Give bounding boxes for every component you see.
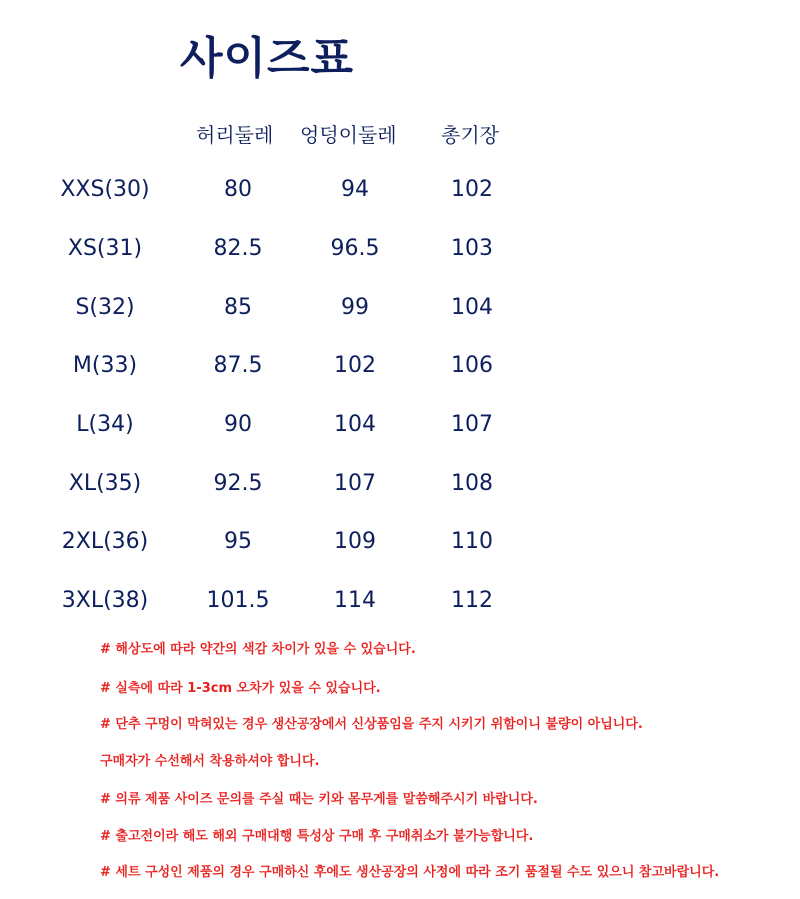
note-line: # 출고전이라 해도 해외 구매대행 특성상 구매 후 구매취소가 불가능합니다. (100, 829, 534, 844)
length-value: 102 (451, 177, 493, 202)
length-value: 112 (451, 588, 493, 613)
hip-value: 114 (334, 588, 376, 613)
table-row (0, 348, 800, 384)
waist-value: 95 (224, 529, 252, 554)
length-value: 103 (451, 236, 493, 261)
note-line: 구매자가 수선해서 착용하셔야 합니다. (100, 754, 320, 769)
note-line: # 실측에 따라 1-3cm 오차가 있을 수 있습니다. (100, 681, 381, 696)
page-title: 사이즈표 (180, 33, 355, 84)
length-value: 104 (451, 295, 493, 320)
waist-value: 80 (224, 177, 252, 202)
hip-value: 99 (341, 295, 369, 320)
length-value: 106 (451, 353, 493, 378)
table-row (0, 290, 800, 326)
waist-value: 101.5 (206, 588, 270, 613)
size-label: M(33) (72, 353, 138, 378)
header-waist: 허리둘레 (196, 123, 274, 147)
note-line: # 단추 구멍이 막혀있는 경우 생산공장에서 신상품임을 주지 시키기 위함이니 불량이 아닙니다. (100, 717, 643, 732)
waist-value: 92.5 (213, 471, 263, 496)
table-row (0, 172, 800, 208)
hip-value: 94 (341, 177, 369, 202)
length-value: 107 (451, 412, 493, 437)
size-label: 3XL(38) (61, 588, 149, 613)
length-value: 110 (451, 529, 493, 554)
hip-value: 96.5 (330, 236, 380, 261)
table-row (0, 407, 800, 443)
header-length: 총기장 (441, 123, 499, 147)
size-label: XXS(30) (60, 177, 150, 202)
note-line: # 세트 구성인 제품의 경우 구매하신 후에도 생산공장의 사정에 따라 조기 품절될 수도 있으니 참고바랍니다. (100, 865, 720, 880)
hip-value: 107 (334, 471, 376, 496)
hip-value: 102 (334, 353, 376, 378)
waist-value: 85 (224, 295, 252, 320)
size-label: XS(31) (67, 236, 143, 261)
table-row (0, 524, 800, 560)
header-hip: 엉덩이둘레 (300, 123, 397, 147)
hip-value: 109 (334, 529, 376, 554)
table-row (0, 466, 800, 502)
table-row (0, 231, 800, 267)
note-line: # 해상도에 따라 약간의 색감 차이가 있을 수 있습니다. (100, 642, 416, 657)
length-value: 108 (451, 471, 493, 496)
hip-value: 104 (334, 412, 376, 437)
size-label: S(32) (75, 295, 135, 320)
size-label: XL(35) (68, 471, 142, 496)
note-line: # 의류 제품 사이즈 문의를 주실 때는 키와 몸무게를 말씀해주시기 바랍니다. (100, 792, 538, 807)
size-label: 2XL(36) (61, 529, 149, 554)
waist-value: 87.5 (213, 353, 263, 378)
waist-value: 82.5 (213, 236, 263, 261)
size-label: L(34) (76, 412, 134, 437)
waist-value: 90 (224, 412, 252, 437)
table-row (0, 583, 800, 619)
